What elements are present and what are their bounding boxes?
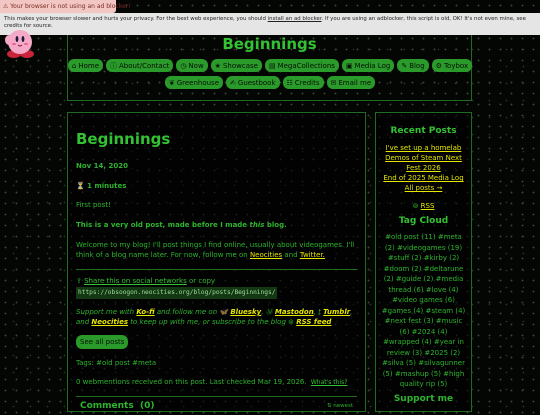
whats-this-link[interactable]: What's this? [310, 379, 348, 386]
comments-title [80, 401, 155, 411]
old-post-note-end: blog. [264, 221, 287, 229]
nav-button-label: Guestbook [237, 78, 276, 87]
recent-post-link[interactable]: Demos of Steam Next Fest 2026 [385, 154, 462, 172]
nav-row-1 [72, 59, 468, 72]
twitter-link[interactable]: Twitter. [299, 251, 325, 259]
bluesky-icon: 🦋 [219, 308, 229, 316]
media-icon: ▣ [345, 61, 353, 70]
mail-icon: ✉ [330, 78, 337, 87]
blog-icon: ✎ [401, 61, 408, 70]
recent-posts-list [381, 143, 466, 193]
old-post-note-em: this [249, 221, 265, 229]
share-or-text: or copy [186, 277, 216, 285]
nav-button-label: Email me [338, 78, 372, 87]
comments-count: (0) [140, 401, 155, 411]
nav-button-email-me[interactable] [327, 76, 376, 89]
nav-button-megacollections[interactable] [265, 59, 339, 72]
recent-posts-heading: Recent Posts [390, 126, 457, 136]
all-posts-link[interactable]: All posts → [404, 184, 443, 192]
leaf-icon: ❦ [168, 78, 175, 87]
post-body [76, 240, 357, 260]
post-url-box[interactable]: https://obsoogon.neocities.org/blog/posts/Beginnings/ [76, 287, 277, 299]
comments-sort-toggle[interactable]: ⇅ newest [326, 403, 353, 409]
webmentions-status [76, 377, 357, 388]
collection-icon: ▤ [268, 61, 276, 70]
nav-button-label: Home [78, 61, 100, 70]
sidebar-rss-link[interactable]: RSS [420, 202, 435, 210]
share-section [76, 276, 357, 299]
support-me-heading: Support me [393, 393, 454, 404]
install-adblocker-link[interactable]: install an ad blocker [267, 16, 322, 22]
nav-button-toybox[interactable] [432, 59, 472, 72]
neocities-support-link[interactable]: Neocities [91, 318, 129, 326]
tumblr-icon: ṯ [318, 308, 321, 316]
kirby-mascot-icon [4, 27, 36, 59]
sidebar-rss [381, 202, 466, 210]
old-post-note [76, 220, 357, 230]
nav-button-label: Greenhouse [176, 78, 220, 87]
share-icon: ⇪ [76, 277, 82, 285]
star-icon: ★ [214, 61, 221, 70]
webmentions-text: 0 webmentions received on this post. Last checked Mar 19, 2026. [76, 378, 307, 386]
post-date: Nov 14, 2020 [76, 162, 128, 170]
warning-text-before: This makes your browser slower and hurts your privacy. For the best web experience, you should [4, 16, 268, 22]
nav-button-greenhouse[interactable] [165, 76, 223, 89]
support-text-4: to keep up with me, or subscribe to the blog [128, 318, 289, 326]
comments-title-text: Comments [80, 401, 134, 411]
nav-button-label: Media Log [354, 61, 391, 70]
rss-feed-link[interactable]: RSS feed [296, 318, 332, 326]
see-all-posts-button[interactable]: See all posts [76, 335, 128, 349]
main-nav [72, 59, 468, 93]
share-link[interactable]: Share this on social networks [84, 277, 187, 285]
recent-post-link[interactable]: End of 2025 Media Log [383, 174, 464, 182]
tag-cloud-heading: Tag Cloud [398, 216, 449, 226]
adblock-warning-bar [0, 13, 540, 35]
nav-button-media-log[interactable] [342, 59, 394, 72]
nav-button-label: About/Contact [119, 61, 170, 70]
recent-post-link[interactable]: I've set up a homelab [385, 144, 462, 152]
support-text-2: and follow me on [154, 308, 220, 316]
post-body-text: Welcome to my blog! I'll post things I find online, usually about videogames. I'll think of a blog name later. For now, follow me on [76, 241, 355, 259]
nav-button-label: Showcase [222, 61, 258, 70]
nav-button-blog[interactable] [397, 59, 428, 72]
info-icon: ⓘ [110, 61, 118, 70]
mastodon-icon: Ⓜ [265, 308, 273, 316]
read-time: ⏳ 1 minutes [76, 182, 127, 190]
post-article [67, 112, 366, 412]
warning-text-after: . If you are using an adblocker, this script is old, OK! It's not even mine, see credits for source. [4, 16, 526, 30]
nav-button-showcase[interactable] [211, 59, 262, 72]
support-text: Support me with Ko-fi and follow me on 🦋 Bluesky, Ⓜ Mastodon, ṯ Tumblr, and Neocities to keep up with me, or subscribe to the blog ⊚ RSS feed [76, 308, 353, 326]
adblock-warning-tab: ⚠ Your browser is not using an ad blocker! [0, 0, 116, 13]
nav-button-label: Blog [409, 61, 425, 70]
nav-button-label: MegaCollections [277, 61, 335, 70]
post-title: Beginnings [76, 130, 171, 148]
mastodon-link[interactable]: Mastodon [274, 308, 314, 316]
post-intro: First post! [76, 201, 111, 209]
nav-button-home[interactable] [68, 59, 103, 72]
nav-button-about-contact[interactable] [106, 59, 173, 72]
rss-icon: ⊚ [288, 318, 294, 326]
nav-button-label: Credits [294, 78, 320, 87]
tag-cloud[interactable]: #old post (11) #meta (2) #videogames (19) #stuff (2) #kirby (2) #doom (2) #deltarune (2) #guide (2) #media thread (6) #love (4) #video games (6) #games (4) #steam (4) #next fest (3) #music (6) #2024 (4) #wrapped (4) #year in review (3) #2025 (2) #silva (5) #silvagunner (5) #mashup (5) #high quality rip (5) [381, 233, 466, 388]
credits-icon: ☷ [286, 78, 293, 87]
divider [76, 269, 357, 270]
site-title: Beginnings [222, 35, 317, 53]
rss-icon: ⊚ [412, 202, 419, 210]
sidebar [375, 112, 472, 412]
post-tags: Tags: #old post #meta [76, 359, 157, 367]
kofi-link[interactable]: Ko-fi [136, 308, 155, 316]
neocities-link[interactable]: Neocities [249, 251, 283, 259]
nav-button-label: Now [188, 61, 204, 70]
support-text-3: , and [76, 308, 353, 326]
bluesky-link[interactable]: Bluesky [230, 308, 262, 316]
site-header [67, 35, 472, 101]
support-text-1: Support me with [76, 308, 137, 316]
nav-button-credits[interactable] [283, 76, 324, 89]
guestbook-icon: ✍ [230, 78, 236, 87]
clock-icon: ◷ [180, 61, 187, 70]
tumblr-link[interactable]: Tumblr [323, 308, 351, 316]
post-body-and: and [282, 251, 300, 259]
home-icon: ⌂ [71, 61, 77, 70]
comments-header [76, 396, 357, 415]
toybox-icon: ⚙ [435, 61, 442, 70]
nav-button-now[interactable] [176, 59, 207, 72]
nav-row-2 [72, 76, 468, 89]
nav-button-guestbook[interactable] [226, 76, 280, 89]
nav-button-label: Toybox [443, 61, 469, 70]
old-post-note-text: This is a very old post, made before I made [76, 221, 250, 229]
